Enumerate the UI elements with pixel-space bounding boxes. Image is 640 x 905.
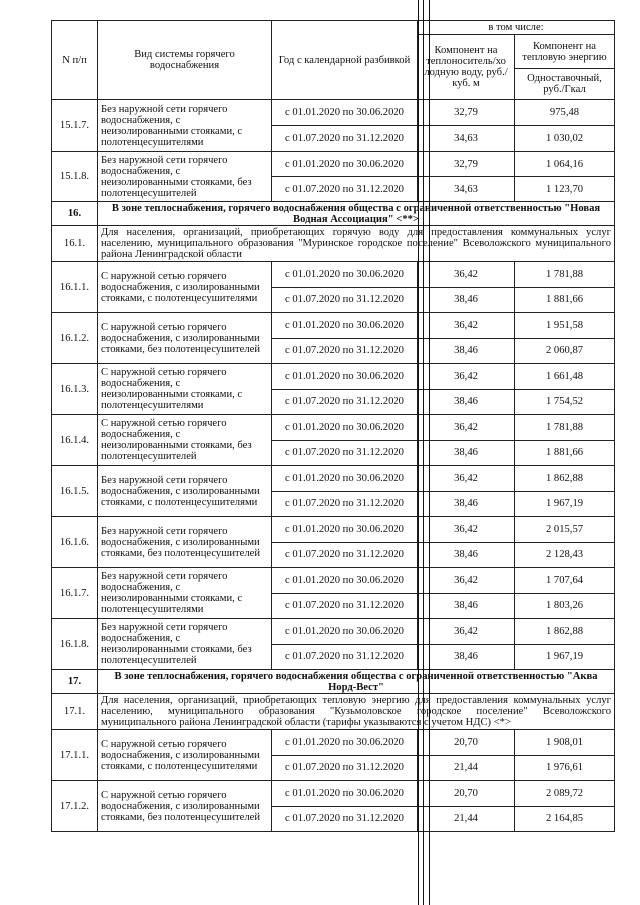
period-second-half: с 01.07.2020 по 31.12.2020 xyxy=(272,389,418,415)
period-second-half: с 01.07.2020 по 31.12.2020 xyxy=(272,806,418,832)
row-description: Без наружной сети горячего водоснабжения, с изолированными стояками, с полотенцесушителями xyxy=(98,466,272,517)
header-row-top xyxy=(52,21,615,35)
intro-number: 17.1. xyxy=(52,694,98,730)
carrier-value: 34,63 xyxy=(418,177,515,202)
energy-value: 1 064,16 xyxy=(515,152,615,177)
row-description: Без наружной сети горячего водоснабжения, с неизолированными стояками, с полотенцесушителями xyxy=(98,568,272,619)
header-num: N п/п xyxy=(52,21,98,100)
carrier-value: 36,42 xyxy=(418,313,515,339)
carrier-value: 38,46 xyxy=(418,593,515,619)
table-row xyxy=(52,466,615,492)
table-row xyxy=(52,364,615,390)
period-second-half: с 01.07.2020 по 31.12.2020 xyxy=(272,755,418,781)
carrier-value: 21,44 xyxy=(418,755,515,781)
period-first-half: с 01.01.2020 по 30.06.2020 xyxy=(272,619,418,645)
carrier-value: 21,44 xyxy=(418,806,515,832)
row-description: С наружной сетью горячего водоснабжения, с изолированными стояками, с полотенцесушителями xyxy=(98,262,272,313)
energy-value: 1 967,19 xyxy=(515,644,615,670)
carrier-value: 38,46 xyxy=(418,440,515,466)
row-number: 16.1.7. xyxy=(52,568,98,619)
carrier-value: 20,70 xyxy=(418,781,515,807)
carrier-value: 38,46 xyxy=(418,338,515,364)
energy-value: 1 754,52 xyxy=(515,389,615,415)
period-first-half: с 01.01.2020 по 30.06.2020 xyxy=(272,568,418,594)
section-title: В зоне теплоснабжения, горячего водоснабжения общества с ограниченной ответственностью "Аква Норд-Вест" xyxy=(98,670,615,694)
carrier-value: 38,46 xyxy=(418,389,515,415)
row-number: 16.1.4. xyxy=(52,415,98,466)
header-period: Год с календарной разбивкой xyxy=(272,21,418,100)
energy-value: 1 967,19 xyxy=(515,491,615,517)
row-number: 16.1.3. xyxy=(52,364,98,415)
intro-text: Для населения, организаций, приобретающих тепловую энергию для предоставления коммунальных услуг населению, муниципального образования "Кузьмоловское городское поселение" Всеволожского муниципального района Ленинградской области (тарифы указываются с учетом НДС) <*> xyxy=(98,694,615,730)
intro-row xyxy=(52,694,615,730)
carrier-value: 36,42 xyxy=(418,415,515,441)
carrier-value: 38,46 xyxy=(418,491,515,517)
intro-row xyxy=(52,226,615,262)
table-row xyxy=(52,730,615,756)
header-system: Вид системы горячего водоснабжения xyxy=(98,21,272,100)
table-row xyxy=(52,619,615,645)
period-second-half: с 01.07.2020 по 31.12.2020 xyxy=(272,593,418,619)
energy-value: 1 781,88 xyxy=(515,262,615,288)
row-description: С наружной сетью горячего водоснабжения, с изолированными стояками, с полотенцесушителями xyxy=(98,730,272,781)
table-row xyxy=(52,152,615,177)
row-number: 16.1.2. xyxy=(52,313,98,364)
carrier-value: 32,79 xyxy=(418,152,515,177)
energy-value: 1 862,88 xyxy=(515,619,615,645)
section-row xyxy=(52,670,615,694)
row-description: Без наружной сети горячего водоснабжения, с изолированными стояками, без полотенцесушителей xyxy=(98,517,272,568)
row-description: С наружной сетью горячего водоснабжения, с неизолированными стояками, без полотенцесушителей xyxy=(98,415,272,466)
row-number: 16.1.6. xyxy=(52,517,98,568)
table-row xyxy=(52,262,615,288)
period-first-half: с 01.01.2020 по 30.06.2020 xyxy=(272,100,418,126)
header-carrier: Компонент на теплоноситель/хо лодную воду, руб./куб. м xyxy=(418,35,515,100)
section-number: 17. xyxy=(52,670,98,694)
row-number: 15.1.7. xyxy=(52,100,98,152)
period-second-half: с 01.07.2020 по 31.12.2020 xyxy=(272,491,418,517)
tariff-table xyxy=(51,20,615,832)
row-description: Без наружной сети горячего водоснабжения, с неизолированными стояками, с полотенцесушителями xyxy=(98,100,272,152)
energy-value: 2 128,43 xyxy=(515,542,615,568)
row-number: 16.1.1. xyxy=(52,262,98,313)
period-first-half: с 01.01.2020 по 30.06.2020 xyxy=(272,781,418,807)
header-including: в том числе: xyxy=(418,21,615,35)
energy-value: 975,48 xyxy=(515,100,615,126)
table-row xyxy=(52,568,615,594)
carrier-value: 38,46 xyxy=(418,542,515,568)
table-row xyxy=(52,415,615,441)
energy-value: 1 707,64 xyxy=(515,568,615,594)
carrier-value: 36,42 xyxy=(418,568,515,594)
carrier-value: 34,63 xyxy=(418,126,515,152)
period-second-half: с 01.07.2020 по 31.12.2020 xyxy=(272,440,418,466)
energy-value: 1 123,70 xyxy=(515,177,615,202)
carrier-value: 20,70 xyxy=(418,730,515,756)
carrier-value: 32,79 xyxy=(418,100,515,126)
header-energy-sub: Одноставочный, руб./Гкал xyxy=(515,69,615,100)
row-description: С наружной сетью горячего водоснабжения, с изолированными стояками, без полотенцесушителей xyxy=(98,781,272,832)
energy-value: 1 908,01 xyxy=(515,730,615,756)
energy-value: 2 164,85 xyxy=(515,806,615,832)
period-first-half: с 01.01.2020 по 30.06.2020 xyxy=(272,517,418,543)
energy-value: 1 976,61 xyxy=(515,755,615,781)
energy-value: 1 803,26 xyxy=(515,593,615,619)
table-row xyxy=(52,100,615,126)
header-energy: Компонент на тепловую энергию xyxy=(515,35,615,69)
table-row xyxy=(52,781,615,807)
period-first-half: с 01.01.2020 по 30.06.2020 xyxy=(272,364,418,390)
row-number: 15.1.8. xyxy=(52,152,98,202)
period-second-half: с 01.07.2020 по 31.12.2020 xyxy=(272,287,418,313)
period-second-half: с 01.07.2020 по 31.12.2020 xyxy=(272,338,418,364)
row-number: 17.1.1. xyxy=(52,730,98,781)
section-title: В зоне теплоснабжения, горячего водоснабжения общества с ограниченной ответственностью "Новая Водная Ассоциация" <**> xyxy=(98,202,615,226)
energy-value: 1 781,88 xyxy=(515,415,615,441)
energy-value: 1 951,58 xyxy=(515,313,615,339)
period-second-half: с 01.07.2020 по 31.12.2020 xyxy=(272,542,418,568)
row-description: С наружной сетью горячего водоснабжения, с неизолированными стояками, с полотенцесушителями xyxy=(98,364,272,415)
period-first-half: с 01.01.2020 по 30.06.2020 xyxy=(272,313,418,339)
row-description: Без наружной сети горячего водоснабжения, с неизолированными стояками, без полотенцесушителей xyxy=(98,152,272,202)
row-number: 17.1.2. xyxy=(52,781,98,832)
energy-value: 1 881,66 xyxy=(515,440,615,466)
period-second-half: с 01.07.2020 по 31.12.2020 xyxy=(272,644,418,670)
section-number: 16. xyxy=(52,202,98,226)
row-description: Без наружной сети горячего водоснабжения, с неизолированными стояками, без полотенцесушителей xyxy=(98,619,272,670)
energy-value: 2 015,57 xyxy=(515,517,615,543)
row-description: С наружной сетью горячего водоснабжения, с изолированными стояками, без полотенцесушителей xyxy=(98,313,272,364)
energy-value: 1 862,88 xyxy=(515,466,615,492)
period-first-half: с 01.01.2020 по 30.06.2020 xyxy=(272,730,418,756)
energy-value: 2 089,72 xyxy=(515,781,615,807)
intro-text: Для населения, организаций, приобретающих горячую воду для предоставления коммунальных услуг населению, муниципального образования "Муринское городское поселение" Всеволожского муниципального района Ленинградской области xyxy=(98,226,615,262)
carrier-value: 38,46 xyxy=(418,287,515,313)
period-first-half: с 01.01.2020 по 30.06.2020 xyxy=(272,262,418,288)
section-row xyxy=(52,202,615,226)
table-row xyxy=(52,313,615,339)
energy-value: 2 060,87 xyxy=(515,338,615,364)
period-first-half: с 01.01.2020 по 30.06.2020 xyxy=(272,152,418,177)
row-number: 16.1.5. xyxy=(52,466,98,517)
carrier-value: 36,42 xyxy=(418,466,515,492)
period-second-half: с 01.07.2020 по 31.12.2020 xyxy=(272,126,418,152)
scan-fold-line xyxy=(423,0,424,905)
table-row xyxy=(52,517,615,543)
carrier-value: 36,42 xyxy=(418,619,515,645)
energy-value: 1 030,02 xyxy=(515,126,615,152)
scan-fold-line xyxy=(429,0,430,905)
scan-fold-line xyxy=(418,0,419,905)
period-first-half: с 01.01.2020 по 30.06.2020 xyxy=(272,415,418,441)
period-first-half: с 01.01.2020 по 30.06.2020 xyxy=(272,466,418,492)
intro-number: 16.1. xyxy=(52,226,98,262)
energy-value: 1 661,48 xyxy=(515,364,615,390)
period-second-half: с 01.07.2020 по 31.12.2020 xyxy=(272,177,418,202)
row-number: 16.1.8. xyxy=(52,619,98,670)
carrier-value: 38,46 xyxy=(418,644,515,670)
carrier-value: 36,42 xyxy=(418,517,515,543)
carrier-value: 36,42 xyxy=(418,364,515,390)
energy-value: 1 881,66 xyxy=(515,287,615,313)
carrier-value: 36,42 xyxy=(418,262,515,288)
